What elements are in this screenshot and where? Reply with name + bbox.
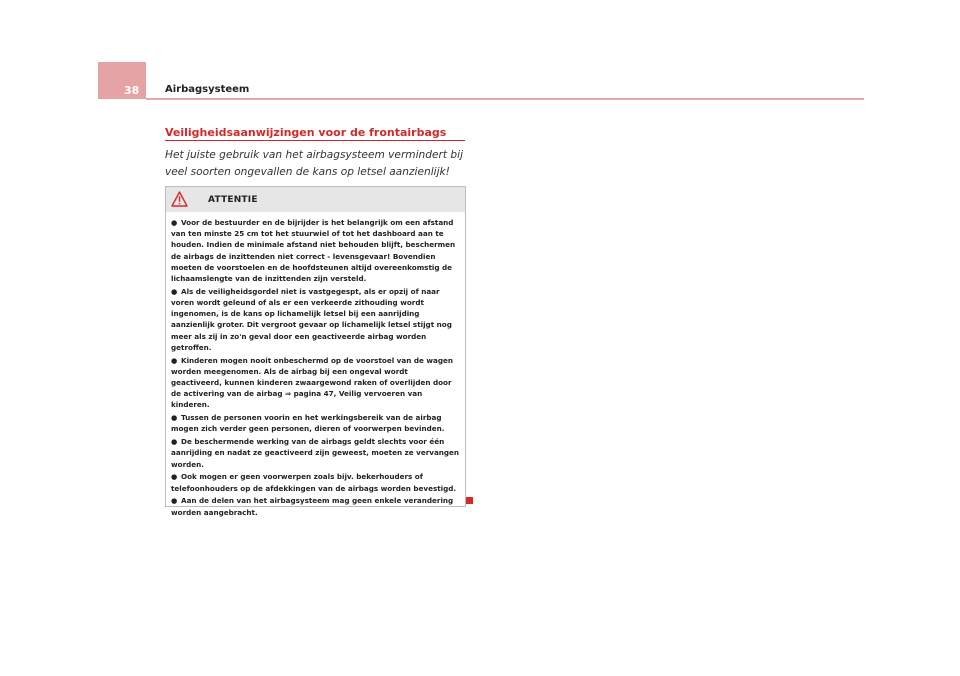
warning-item-text: Aan de delen van het airbagsysteem mag geen enkele verandering worden aangebracht. xyxy=(171,496,454,517)
bullet-icon: ● xyxy=(171,496,178,506)
section-title-rule xyxy=(165,140,465,141)
bullet-icon: ● xyxy=(171,413,178,423)
warning-item xyxy=(171,355,461,411)
warning-item-text: Kinderen mogen nooit onbeschermd op de voorstoel van de wagen worden meegenomen. Als de airbag bij een ongeval wordt geactiveerd, kunnen kinderen zwaargewond raken of overlijden door de activering van de airbag ⇒ pagina 47, Veilig vervoeren van kinderen. xyxy=(171,355,453,410)
bullet-icon: ● xyxy=(171,218,178,227)
header-rule xyxy=(146,98,864,100)
section-end-marker xyxy=(466,497,473,504)
warning-item-text: Als de veiligheidsgordel niet is vastgegespt, als er opzij of naar voren wordt geleund of als er een verkeerde zithouding wordt ingenomen, is de kans op lichamelijk letsel bij een aanrijding aanzienlijk groter. Dit vergroot gevaar op lichamelijk letsel stijgt nog meer als zij in zo'n geval door een geactiveerde airbag worden getroffen. xyxy=(171,286,452,352)
warning-label: ATTENTIE xyxy=(208,195,258,205)
page-number: 38 xyxy=(124,84,140,97)
warning-list xyxy=(166,212,465,518)
warning-item-text: Ook mogen er geen voorwerpen zoals bijv. bekerhouders of telefoonhouders op de afdekkingen van de airbags worden bevestigd. xyxy=(171,472,457,493)
bullet-icon: ● xyxy=(171,472,178,482)
warning-item-text: Tussen de personen voorin en het werkingsbereik van de airbag mogen zich verder geen personen, dieren of voorwerpen bevinden. xyxy=(171,413,445,434)
warning-item-text: Voor de bestuurder en de bijrijder is het belangrijk om een afstand van ten minste 25 cm tot het stuurwiel of tot het dashboard aan te houden. Indien de minimale afstand niet behouden blijft, beschermen de airbags de inzittenden niet correct - levensgevaar! Bovendien moeten de voorstoelen en de hoofdsteunen altijd overeenkomstig de lichaamslengte van de inzittenden zijn versteld. xyxy=(171,218,456,284)
warning-item xyxy=(171,471,461,493)
warning-item xyxy=(171,286,461,353)
chapter-title: Airbagsysteem xyxy=(165,84,250,95)
warning-item-text: De beschermende werking van de airbags geldt slechts voor één aanrijding en nadat ze geactiveerd zijn geweest, moeten ze vervangen worden. xyxy=(171,437,460,469)
section-intro: Het juiste gebruik van het airbagsysteem vermindert bij veel soorten ongevallen de kans op letsel aanzienlijk! xyxy=(165,149,464,178)
section-title: Veiligheidsaanwijzingen voor de frontairbags xyxy=(165,126,447,139)
warning-header xyxy=(166,187,465,212)
warning-item xyxy=(171,495,461,517)
warning-item xyxy=(171,412,461,434)
bullet-icon: ● xyxy=(171,355,178,365)
warning-item xyxy=(171,217,461,284)
warning-triangle-icon xyxy=(171,191,188,207)
bullet-icon: ● xyxy=(171,437,178,447)
warning-item xyxy=(171,436,461,470)
warning-box xyxy=(165,186,466,517)
bullet-icon: ● xyxy=(171,286,178,296)
